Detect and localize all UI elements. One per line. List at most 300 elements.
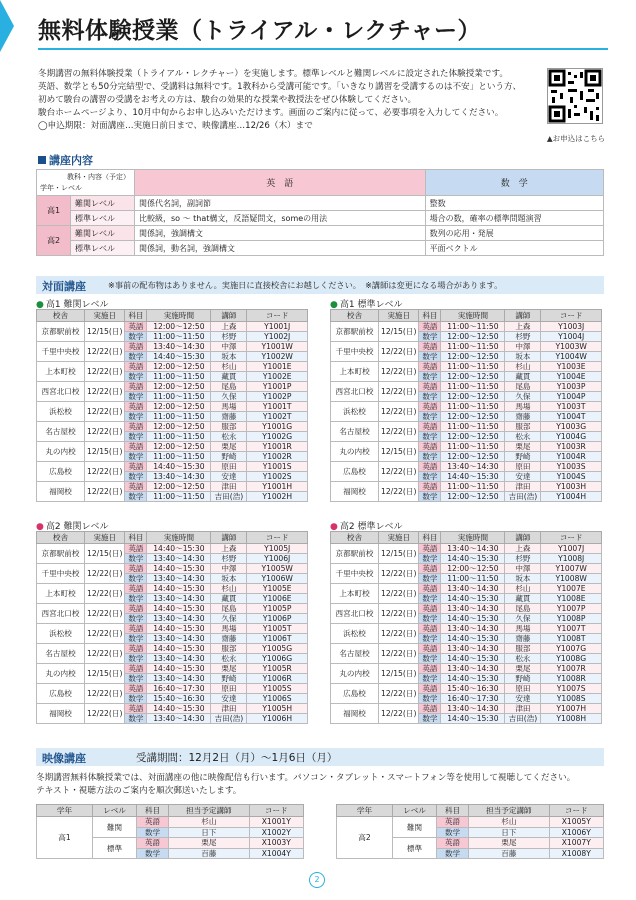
video-table (336, 804, 604, 859)
teacher-cell: 坂本 (505, 352, 541, 362)
teacher-cell: 松永 (505, 432, 541, 442)
schedule-header-cell: 講師 (211, 532, 247, 544)
date-cell: 12/15(日) (85, 442, 125, 462)
code-cell: Y1001J (247, 322, 308, 332)
qr-caption: ▲お申込はこちら (546, 134, 606, 143)
school-cell: 西宮北口校 (331, 382, 379, 402)
corner-subject-label: 教科・内容（予定） (67, 173, 130, 181)
time-cell: 14:40～15:30 (441, 554, 505, 564)
table-row (331, 564, 602, 574)
subject-cell: 英語 (125, 322, 147, 332)
code-cell: X1001Y (249, 817, 303, 828)
video-header-cell: 学年 (37, 805, 93, 817)
code-cell: Y1008E (541, 594, 602, 604)
code-cell: Y1004S (541, 472, 602, 482)
schedule-table (330, 531, 602, 724)
code-cell: Y1004G (541, 432, 602, 442)
table-row (37, 322, 308, 332)
course-table-corner (37, 170, 135, 196)
school-cell: 京都駅前校 (331, 544, 379, 564)
subject-cell: 英語 (419, 584, 441, 594)
teacher-cell: 坂本 (211, 574, 247, 584)
time-cell: 11:00～11:50 (441, 402, 505, 412)
code-cell: Y1008J (541, 554, 602, 564)
code-cell: Y1003R (541, 442, 602, 452)
code-cell: Y1005T (247, 624, 308, 634)
subject-cell: 英語 (125, 664, 147, 674)
teacher-cell: 津田 (505, 704, 541, 714)
teacher-cell: 杉野 (505, 332, 541, 342)
code-cell: X1007Y (549, 838, 603, 849)
code-cell: Y1001T (247, 402, 308, 412)
qr-code-icon[interactable] (547, 68, 603, 124)
teacher-cell: 原田 (505, 684, 541, 694)
teacher-cell: 中澤 (505, 342, 541, 352)
table-row (337, 817, 604, 828)
time-cell: 14:40～15:30 (147, 604, 211, 614)
school-cell: 上本町校 (331, 584, 379, 604)
teacher-cell: 馬場 (211, 624, 247, 634)
time-cell: 13:40～14:30 (147, 674, 211, 684)
teacher-cell: 上森 (211, 322, 247, 332)
table-row (331, 422, 602, 432)
time-cell: 12:00～12:50 (441, 432, 505, 442)
code-cell: Y1003S (541, 462, 602, 472)
title-underline (38, 48, 608, 50)
table-row (37, 402, 308, 412)
video-header-cell: 担当予定講師 (169, 805, 249, 817)
square-bullet-icon (38, 156, 46, 164)
time-cell: 13:40～14:30 (441, 604, 505, 614)
code-cell: Y1007R (541, 664, 602, 674)
time-cell: 12:00～12:50 (441, 492, 505, 502)
school-cell: 千里中央校 (331, 342, 379, 362)
teacher-cell: 杉山 (469, 817, 549, 828)
schedule-title: ● 高2 難関レベル (36, 522, 109, 532)
teacher-cell: 久保 (505, 392, 541, 402)
code-cell: X1003Y (249, 838, 303, 849)
subject-cell: 数学 (125, 614, 147, 624)
table-row (331, 362, 602, 372)
code-cell: Y1006J (247, 554, 308, 564)
subject-cell: 英語 (437, 817, 469, 828)
time-cell: 11:00～11:50 (147, 432, 211, 442)
subject-cell: 英語 (437, 838, 469, 849)
time-cell: 14:40～15:30 (147, 664, 211, 674)
school-cell: 上本町校 (331, 362, 379, 382)
time-cell: 11:00～11:50 (441, 342, 505, 352)
subject-cell: 英語 (419, 664, 441, 674)
face-section-bar (36, 276, 604, 294)
code-cell: Y1001P (247, 382, 308, 392)
subject-cell: 数学 (125, 714, 147, 724)
time-cell: 12:00～12:50 (147, 322, 211, 332)
table-row (331, 644, 602, 654)
time-cell: 11:00～11:50 (441, 422, 505, 432)
school-cell: 福岡校 (37, 704, 85, 724)
video-header-row (37, 805, 304, 817)
time-cell: 14:40～15:30 (147, 462, 211, 472)
teacher-cell: 馬場 (505, 624, 541, 634)
teacher-cell: 杉野 (211, 332, 247, 342)
teacher-cell: 尾島 (211, 604, 247, 614)
bullet-dot-icon: ● (330, 522, 338, 532)
subject-cell: 数学 (419, 674, 441, 684)
teacher-cell: 百藤 (469, 848, 549, 859)
course-level: 標準レベル (71, 211, 135, 226)
code-cell: Y1004R (541, 452, 602, 462)
table-row (331, 664, 602, 674)
time-cell: 13:40～14:30 (441, 462, 505, 472)
code-cell: Y1003P (541, 382, 602, 392)
intro-line: 冬期講習の無料体験授業（トライアル・レクチャー）を実施します。標準レベルと難関レベルに設定された体験授業です。 (38, 69, 508, 79)
teacher-cell: 久保 (211, 614, 247, 624)
table-row (37, 817, 304, 828)
table-row (37, 664, 308, 674)
school-cell: 丸の内校 (331, 442, 379, 462)
bullet-dot-icon: ● (36, 522, 44, 532)
subject-cell: 英語 (137, 838, 169, 849)
date-cell: 12/15(日) (379, 544, 419, 564)
schedule-header-cell: 校舎 (37, 310, 85, 322)
face-heading: 対面講座 (42, 280, 86, 293)
time-cell: 11:00～11:50 (441, 362, 505, 372)
subject-cell: 数学 (125, 492, 147, 502)
code-cell: Y1004W (541, 352, 602, 362)
date-cell: 12/22(日) (85, 342, 125, 362)
schedule-header-cell: 校舎 (331, 532, 379, 544)
teacher-cell: 上森 (505, 322, 541, 332)
code-cell: Y1001R (247, 442, 308, 452)
intro-line: ◯申込期限：対面講座…実施日前日まで、映像講座…12/26（木）まで (38, 121, 313, 131)
code-cell: Y1003W (541, 342, 602, 352)
schedule-header-cell: 講師 (505, 532, 541, 544)
time-cell: 14:40～15:30 (147, 704, 211, 714)
code-cell: Y1006H (247, 714, 308, 724)
date-cell: 12/15(日) (379, 664, 419, 684)
table-row (37, 644, 308, 654)
subject-cell: 数学 (437, 848, 469, 859)
subject-cell: 数学 (419, 614, 441, 624)
code-cell: X1002Y (249, 827, 303, 838)
teacher-cell: 杉山 (505, 362, 541, 372)
course-english: 比較級，so ～ that構文，反語疑問文，someの用法 (135, 211, 426, 226)
teacher-cell: 栗尾 (211, 664, 247, 674)
time-cell: 11:00～11:50 (441, 482, 505, 492)
code-cell: Y1004T (541, 412, 602, 422)
date-cell: 12/22(日) (379, 604, 419, 624)
subject-cell: 英語 (125, 704, 147, 714)
code-cell: Y1004J (541, 332, 602, 342)
schedule-header-cell: 科目 (419, 310, 441, 322)
code-cell: Y1005H (247, 704, 308, 714)
school-cell: 福岡校 (37, 482, 85, 502)
video-level-cell: 標準 (93, 838, 137, 859)
time-cell: 16:40～17:30 (147, 684, 211, 694)
subject-cell: 数学 (125, 694, 147, 704)
teacher-cell: 久保 (211, 392, 247, 402)
time-cell: 13:40～14:30 (441, 664, 505, 674)
course-level: 難関レベル (71, 226, 135, 241)
subject-cell: 数学 (125, 674, 147, 684)
video-level-cell: 難関 (93, 817, 137, 838)
subject-cell: 英語 (125, 382, 147, 392)
date-cell: 12/22(日) (379, 624, 419, 644)
course-heading (38, 152, 93, 168)
teacher-cell: 松永 (211, 654, 247, 664)
teacher-cell: 藏貫 (211, 372, 247, 382)
video-header-cell: レベル (393, 805, 437, 817)
subject-cell: 数学 (125, 594, 147, 604)
school-cell: 名古屋校 (331, 644, 379, 664)
video-header-cell: 担当予定講師 (469, 805, 549, 817)
time-cell: 12:00～12:50 (441, 452, 505, 462)
time-cell: 13:40～14:30 (147, 634, 211, 644)
course-math: 平面ベクトル (425, 241, 603, 256)
school-cell: 千里中央校 (331, 564, 379, 584)
teacher-cell: 藏貫 (505, 372, 541, 382)
school-cell: 浜松校 (331, 402, 379, 422)
subject-cell: 数学 (419, 332, 441, 342)
school-cell: 京都駅前校 (37, 322, 85, 342)
course-english: 関係詞，動名詞，強調構文 (135, 241, 426, 256)
code-cell: Y1006W (247, 574, 308, 584)
intro-text (38, 68, 538, 133)
subject-cell: 英語 (125, 422, 147, 432)
school-cell: 福岡校 (331, 704, 379, 724)
teacher-cell: 野崎 (505, 674, 541, 684)
subject-cell: 数学 (437, 827, 469, 838)
subject-cell: 数学 (125, 412, 147, 422)
time-cell: 12:00～12:50 (441, 412, 505, 422)
time-cell: 14:40～15:30 (441, 634, 505, 644)
time-cell: 13:40～14:30 (147, 614, 211, 624)
schedule-header-cell: 科目 (125, 532, 147, 544)
subject-cell: 数学 (419, 412, 441, 422)
table-row (37, 462, 308, 472)
schedule-header-cell: 校舎 (331, 310, 379, 322)
code-cell: Y1003H (541, 482, 602, 492)
intro-line: 駿台ホームページより、10月中旬からお申し込みいただけます。画面のご案内に従って、必要事項を入力してください。 (38, 108, 504, 118)
subject-cell: 英語 (419, 322, 441, 332)
subject-cell: 英語 (125, 584, 147, 594)
teacher-cell: 杉山 (169, 817, 249, 828)
teacher-cell: 杉山 (211, 584, 247, 594)
code-cell: Y1004H (541, 492, 602, 502)
code-cell: Y1007S (541, 684, 602, 694)
subject-cell: 数学 (419, 634, 441, 644)
schedule-table (36, 531, 308, 724)
date-cell: 12/22(日) (85, 482, 125, 502)
subject-cell: 数学 (125, 352, 147, 362)
code-cell: Y1008P (541, 614, 602, 624)
subject-cell: 英語 (125, 544, 147, 554)
table-row (331, 322, 602, 332)
time-cell: 12:00～12:50 (441, 564, 505, 574)
code-cell: Y1008T (541, 634, 602, 644)
subject-cell: 英語 (419, 564, 441, 574)
subject-cell: 数学 (419, 492, 441, 502)
time-cell: 11:00～11:50 (147, 372, 211, 382)
code-cell: Y1002G (247, 432, 308, 442)
title-bar (0, 0, 636, 52)
teacher-cell: 坂本 (211, 352, 247, 362)
date-cell: 12/22(日) (85, 624, 125, 644)
subject-cell: 英語 (419, 624, 441, 634)
school-cell: 上本町校 (37, 584, 85, 604)
code-cell: Y1002E (247, 372, 308, 382)
table-row (37, 604, 308, 614)
course-level: 標準レベル (71, 241, 135, 256)
date-cell: 12/22(日) (85, 704, 125, 724)
code-cell: Y1005G (247, 644, 308, 654)
date-cell: 12/22(日) (379, 684, 419, 704)
school-cell: 丸の内校 (331, 664, 379, 684)
time-cell: 14:40～15:30 (147, 584, 211, 594)
subject-cell: 数学 (137, 827, 169, 838)
code-cell: Y1007E (541, 584, 602, 594)
subject-cell: 数学 (419, 472, 441, 482)
teacher-cell: 尾島 (505, 604, 541, 614)
date-cell: 12/22(日) (379, 564, 419, 584)
teacher-cell: 野崎 (211, 452, 247, 462)
school-cell: 名古屋校 (37, 422, 85, 442)
teacher-cell: 尾島 (505, 382, 541, 392)
code-cell: Y1007W (541, 564, 602, 574)
subject-cell: 数学 (125, 392, 147, 402)
code-cell: Y1007P (541, 604, 602, 614)
schedule-header-cell: コード (247, 532, 308, 544)
course-math: 整数 (425, 196, 603, 211)
code-cell: X1005Y (549, 817, 603, 828)
code-cell: Y1002J (247, 332, 308, 342)
school-cell: 広島校 (331, 684, 379, 704)
teacher-cell: 杉山 (211, 362, 247, 372)
subject-cell: 数学 (419, 594, 441, 604)
teacher-cell: 津田 (211, 704, 247, 714)
teacher-cell: 安達 (211, 694, 247, 704)
time-cell: 11:00～11:50 (441, 322, 505, 332)
subject-cell: 数学 (419, 694, 441, 704)
subject-cell: 数学 (125, 332, 147, 342)
subject-cell: 英語 (137, 817, 169, 828)
subject-cell: 英語 (419, 402, 441, 412)
teacher-cell: 野崎 (505, 452, 541, 462)
teacher-cell: 中澤 (505, 564, 541, 574)
teacher-cell: 上森 (505, 544, 541, 554)
school-cell: 浜松校 (331, 624, 379, 644)
video-period: 受講期間：12月2日（月）～1月6日（月） (136, 752, 338, 764)
video-header-cell: 科目 (437, 805, 469, 817)
teacher-cell: 齋藤 (211, 412, 247, 422)
schedule-header-row (37, 310, 308, 322)
video-header-row (337, 805, 604, 817)
table-row (37, 704, 308, 714)
date-cell: 12/22(日) (85, 684, 125, 704)
time-cell: 13:40～14:30 (147, 594, 211, 604)
subject-cell: 英語 (125, 644, 147, 654)
teacher-cell: 服部 (505, 422, 541, 432)
subject-cell: 英語 (419, 482, 441, 492)
teacher-cell: 栗尾 (169, 838, 249, 849)
time-cell: 12:00～12:50 (147, 402, 211, 412)
schedule-title: ● 高1 難関レベル (36, 300, 109, 310)
code-cell: Y1005E (247, 584, 308, 594)
time-cell: 14:40～15:30 (441, 674, 505, 684)
table-row (331, 462, 602, 472)
date-cell: 12/22(日) (85, 462, 125, 482)
video-grade-cell: 高1 (37, 817, 93, 859)
time-cell: 13:40～14:30 (147, 342, 211, 352)
code-cell: Y1003E (541, 362, 602, 372)
code-cell: Y1006P (247, 614, 308, 624)
course-grade: 高2 (37, 226, 71, 256)
date-cell: 12/22(日) (85, 584, 125, 604)
teacher-cell: 日下 (469, 827, 549, 838)
table-row (331, 584, 602, 594)
time-cell: 14:40～15:30 (441, 472, 505, 482)
table-row (37, 684, 308, 694)
time-cell: 13:40～14:30 (441, 584, 505, 594)
time-cell: 13:40～14:30 (147, 574, 211, 584)
date-cell: 12/22(日) (379, 402, 419, 422)
schedule-header-cell: コード (247, 310, 308, 322)
course-english: 関係代名詞，副詞節 (135, 196, 426, 211)
school-cell: 福岡校 (331, 482, 379, 502)
code-cell: Y1004P (541, 392, 602, 402)
teacher-cell: 津田 (505, 482, 541, 492)
subject-cell: 英語 (125, 684, 147, 694)
schedule-header-cell: 科目 (125, 310, 147, 322)
code-cell: X1004Y (249, 848, 303, 859)
time-cell: 14:40～15:30 (147, 544, 211, 554)
table-row (331, 442, 602, 452)
subject-cell: 英語 (419, 382, 441, 392)
teacher-cell: 吉田(浩) (211, 714, 247, 724)
date-cell: 12/22(日) (379, 704, 419, 724)
teacher-cell: 服部 (211, 422, 247, 432)
time-cell: 14:40～15:30 (147, 564, 211, 574)
subject-cell: 数学 (125, 554, 147, 564)
time-cell: 13:40～14:30 (147, 472, 211, 482)
subject-cell: 数学 (419, 574, 441, 584)
schedule-header-row (331, 310, 602, 322)
teacher-cell: 馬場 (211, 402, 247, 412)
table-row (37, 422, 308, 432)
schedule-header-cell: 実施時間 (147, 310, 211, 322)
teacher-cell: 上森 (211, 544, 247, 554)
time-cell: 12:00～12:50 (147, 442, 211, 452)
school-cell: 丸の内校 (37, 442, 85, 462)
teacher-cell: 原田 (211, 462, 247, 472)
table-row (331, 704, 602, 714)
subject-cell: 英語 (419, 462, 441, 472)
time-cell: 16:40～17:30 (441, 694, 505, 704)
teacher-cell: 吉田(浩) (211, 492, 247, 502)
teacher-cell: 栗尾 (211, 442, 247, 452)
teacher-cell: 齋藤 (505, 634, 541, 644)
date-cell: 12/22(日) (85, 604, 125, 624)
school-cell: 千里中央校 (37, 342, 85, 362)
title-accent-triangle (0, 0, 14, 52)
time-cell: 14:40～15:30 (441, 654, 505, 664)
schedule-header-cell: 実施時間 (441, 532, 505, 544)
course-heading-text: 講座内容 (49, 154, 93, 167)
subject-cell: 英語 (125, 482, 147, 492)
course-col-math: 数 学 (425, 170, 603, 196)
subject-cell: 数学 (419, 654, 441, 664)
date-cell: 12/22(日) (379, 644, 419, 664)
